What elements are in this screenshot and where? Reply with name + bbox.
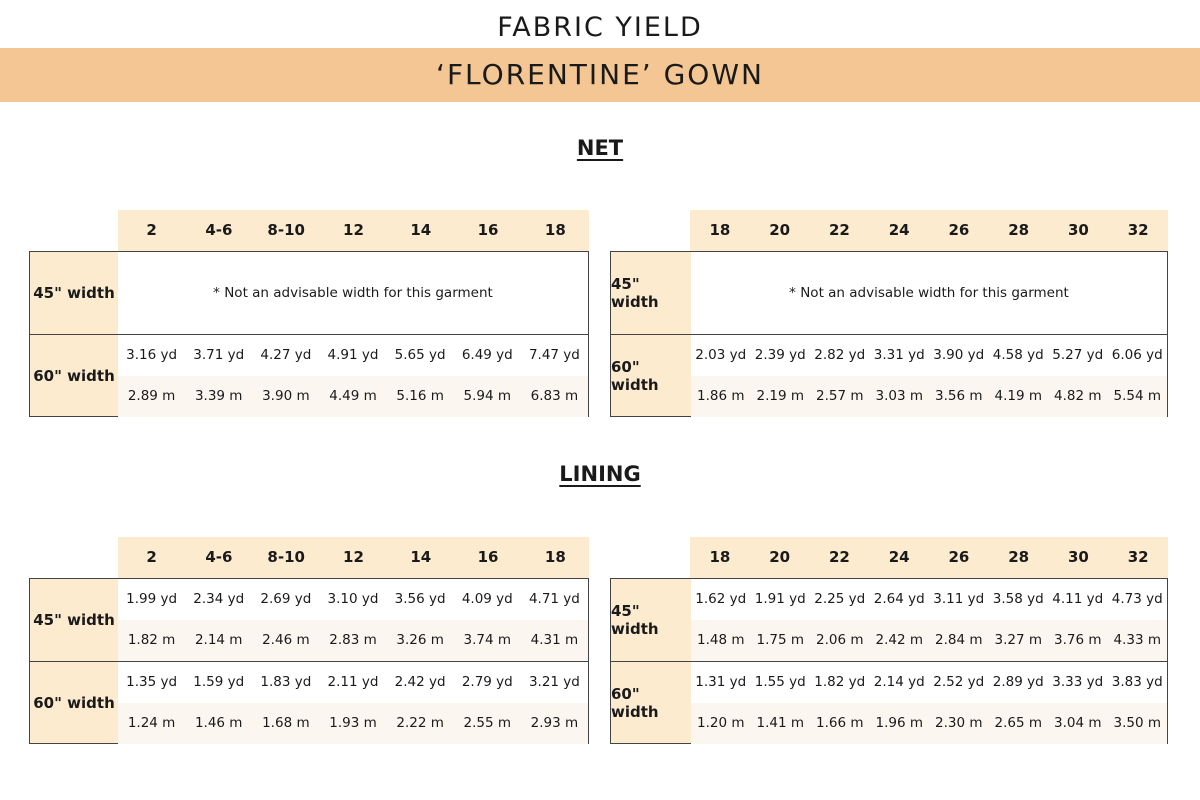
metre-cell: 2.14 m xyxy=(194,632,243,648)
metre-cell: 2.57 m xyxy=(815,388,864,404)
row-60-width xyxy=(30,661,588,743)
row-label: 45" width xyxy=(611,579,691,661)
size-header-cell: 16 xyxy=(477,548,499,566)
metre-cell: 4.82 m xyxy=(1053,388,1102,404)
size-header-cell: 22 xyxy=(828,548,850,566)
size-header-cell: 20 xyxy=(769,221,791,239)
size-header-row xyxy=(690,537,1168,578)
metre-cell: 1.96 m xyxy=(875,715,923,731)
row-label: 60" width xyxy=(611,662,691,743)
yardage-cell: 2.39 yd xyxy=(754,347,806,363)
metre-cell: 3.50 m xyxy=(1113,715,1161,731)
net-table-left xyxy=(29,210,589,417)
size-header-cell: 18 xyxy=(709,548,731,566)
metre-cell: 5.94 m xyxy=(463,388,512,404)
size-header-cell: 28 xyxy=(1008,548,1030,566)
yards-row xyxy=(118,335,588,376)
size-header-cell: 18 xyxy=(544,221,566,239)
yardage-cell: 1.91 yd xyxy=(754,591,806,607)
metre-cell: 2.22 m xyxy=(396,715,444,731)
metre-cell: 2.55 m xyxy=(463,715,512,731)
metre-cell: 3.76 m xyxy=(1053,632,1102,648)
row-60-width xyxy=(611,334,1167,416)
metre-cell: 3.56 m xyxy=(934,388,983,404)
row-45-width xyxy=(611,252,1167,334)
metre-cell: 5.16 m xyxy=(396,388,444,404)
size-header-cell: 32 xyxy=(1127,221,1149,239)
metre-cell: 1.41 m xyxy=(756,715,804,731)
row-45-width xyxy=(611,579,1167,661)
meters-row xyxy=(691,620,1167,661)
yardage-cell: 2.11 yd xyxy=(327,674,379,690)
size-header-cell: 8-10 xyxy=(267,548,305,566)
metre-cell: 1.93 m xyxy=(329,715,377,731)
size-header-cell: 26 xyxy=(948,221,970,239)
yardage-cell: 4.27 yd xyxy=(260,347,312,363)
metre-cell: 2.83 m xyxy=(329,632,377,648)
metre-cell: 1.20 m xyxy=(696,715,745,731)
yards-row xyxy=(691,335,1167,376)
metre-cell: 3.03 m xyxy=(875,388,923,404)
row-45-width xyxy=(30,579,588,661)
metre-cell: 2.30 m xyxy=(934,715,983,731)
yardage-cell: 3.56 yd xyxy=(394,591,446,607)
yardage-cell: 2.14 yd xyxy=(873,674,925,690)
row-60-width xyxy=(30,334,588,416)
metre-cell: 1.86 m xyxy=(696,388,745,404)
row-60-width xyxy=(611,661,1167,743)
yardage-cell: 3.10 yd xyxy=(327,591,379,607)
size-header-cell: 26 xyxy=(948,548,970,566)
size-header-row xyxy=(690,210,1168,251)
metre-cell: 2.42 m xyxy=(875,632,923,648)
size-header-cell: 20 xyxy=(769,548,791,566)
row-label: 60" width xyxy=(611,335,691,416)
metre-cell: 2.84 m xyxy=(934,632,983,648)
metre-cell: 2.19 m xyxy=(756,388,804,404)
yardage-cell: 2.69 yd xyxy=(260,591,312,607)
size-header-cell: 30 xyxy=(1067,548,1089,566)
yardage-cell: 1.82 yd xyxy=(814,674,866,690)
yardage-cell: 3.71 yd xyxy=(193,347,245,363)
size-header-cell: 16 xyxy=(477,221,499,239)
meters-row xyxy=(118,620,588,661)
metre-cell: 3.74 m xyxy=(463,632,512,648)
yardage-cell: 2.42 yd xyxy=(394,674,446,690)
metre-cell: 4.49 m xyxy=(329,388,377,404)
yardage-cell: 3.21 yd xyxy=(528,674,580,690)
size-header-cell: 32 xyxy=(1127,548,1149,566)
table-body xyxy=(29,578,589,744)
metre-cell: 1.48 m xyxy=(696,632,745,648)
yardage-cell: 3.31 yd xyxy=(873,347,925,363)
yardage-cell: 3.83 yd xyxy=(1111,674,1163,690)
metre-cell: 1.75 m xyxy=(756,632,804,648)
metre-cell: 3.90 m xyxy=(262,388,310,404)
yardage-cell: 6.49 yd xyxy=(461,347,513,363)
metre-cell: 4.31 m xyxy=(530,632,579,648)
yardage-cell: 2.89 yd xyxy=(992,674,1044,690)
net-heading: NET xyxy=(576,136,624,160)
yardage-cell: 3.33 yd xyxy=(1052,674,1104,690)
yardage-cell: 4.11 yd xyxy=(1052,591,1104,607)
metre-cell: 2.06 m xyxy=(815,632,864,648)
yardage-cell: 4.91 yd xyxy=(327,347,379,363)
yardage-cell: 7.47 yd xyxy=(528,347,580,363)
metre-cell: 3.27 m xyxy=(994,632,1042,648)
net-table-right xyxy=(610,210,1168,417)
yardage-cell: 2.52 yd xyxy=(933,674,985,690)
yardage-cell: 6.06 yd xyxy=(1111,347,1163,363)
yards-row xyxy=(118,662,588,703)
yardage-cell: 3.90 yd xyxy=(933,347,985,363)
lining-table-right xyxy=(610,537,1168,744)
lining-heading: LINING xyxy=(559,462,641,486)
size-header-cell: 8-10 xyxy=(267,221,305,239)
size-header-cell: 28 xyxy=(1008,221,1030,239)
row-45-width xyxy=(30,252,588,334)
metre-cell: 1.66 m xyxy=(815,715,864,731)
metre-cell: 3.26 m xyxy=(396,632,444,648)
yardage-cell: 4.73 yd xyxy=(1111,591,1163,607)
yardage-cell: 3.16 yd xyxy=(126,347,178,363)
yardage-cell: 4.58 yd xyxy=(992,347,1044,363)
metre-cell: 1.46 m xyxy=(194,715,243,731)
yardage-cell: 1.99 yd xyxy=(126,591,178,607)
metre-cell: 4.19 m xyxy=(994,388,1042,404)
row-label: 45" width xyxy=(30,579,118,661)
yards-row xyxy=(691,579,1167,620)
metre-cell: 1.24 m xyxy=(127,715,176,731)
table-body xyxy=(610,251,1168,417)
lining-table-left xyxy=(29,537,589,744)
page-title: FABRIC YIELD xyxy=(497,12,703,43)
meters-row xyxy=(118,703,588,744)
size-header-row xyxy=(118,537,589,578)
yardage-cell: 1.31 yd xyxy=(695,674,747,690)
metre-cell: 1.82 m xyxy=(127,632,176,648)
yardage-cell: 2.64 yd xyxy=(873,591,925,607)
yardage-cell: 3.58 yd xyxy=(992,591,1044,607)
size-header-cell: 2 xyxy=(146,221,157,239)
row-label: 45" width xyxy=(30,252,118,334)
yards-row xyxy=(118,579,588,620)
metre-cell: 5.54 m xyxy=(1113,388,1161,404)
table-body xyxy=(610,578,1168,744)
size-header-cell: 12 xyxy=(343,548,364,566)
size-header-cell: 2 xyxy=(146,548,157,566)
metre-cell: 1.68 m xyxy=(262,715,310,731)
row-label: 60" width xyxy=(30,335,118,416)
yardage-cell: 5.65 yd xyxy=(394,347,446,363)
yardage-cell: 2.79 yd xyxy=(461,674,513,690)
size-header-cell: 4-6 xyxy=(205,221,233,239)
not-advisable-note: * Not an advisable width for this garment xyxy=(789,285,1069,301)
yardage-cell: 1.59 yd xyxy=(193,674,245,690)
yardage-cell: 2.34 yd xyxy=(193,591,245,607)
metre-cell: 4.33 m xyxy=(1113,632,1161,648)
yards-row xyxy=(691,662,1167,703)
size-header-cell: 18 xyxy=(709,221,731,239)
size-header-row xyxy=(118,210,589,251)
yardage-cell: 2.25 yd xyxy=(814,591,866,607)
metre-cell: 3.39 m xyxy=(194,388,243,404)
yardage-cell: 1.83 yd xyxy=(260,674,312,690)
not-advisable-note: * Not an advisable width for this garment xyxy=(213,285,493,301)
yardage-cell: 1.55 yd xyxy=(754,674,806,690)
yardage-cell: 2.82 yd xyxy=(814,347,866,363)
yardage-cell: 1.62 yd xyxy=(695,591,747,607)
garment-banner: ‘FLORENTINE’ GOWN xyxy=(0,48,1200,102)
size-header-cell: 14 xyxy=(410,221,432,239)
metre-cell: 2.46 m xyxy=(262,632,310,648)
table-body xyxy=(29,251,589,417)
size-header-cell: 14 xyxy=(410,548,432,566)
yardage-cell: 1.35 yd xyxy=(126,674,178,690)
size-header-cell: 12 xyxy=(343,221,364,239)
metre-cell: 2.65 m xyxy=(994,715,1042,731)
yardage-cell: 4.09 yd xyxy=(461,591,513,607)
size-header-cell: 4-6 xyxy=(205,548,233,566)
meters-row xyxy=(691,703,1167,744)
metre-cell: 6.83 m xyxy=(530,388,579,404)
size-header-cell: 22 xyxy=(828,221,850,239)
metre-cell: 2.93 m xyxy=(530,715,579,731)
metre-cell: 3.04 m xyxy=(1053,715,1102,731)
yardage-cell: 5.27 yd xyxy=(1052,347,1104,363)
yardage-cell: 4.71 yd xyxy=(528,591,580,607)
row-label: 60" width xyxy=(30,662,118,743)
meters-row xyxy=(118,376,588,417)
yardage-cell: 2.03 yd xyxy=(695,347,747,363)
size-header-cell: 18 xyxy=(544,548,566,566)
size-header-cell: 24 xyxy=(888,221,910,239)
size-header-cell: 30 xyxy=(1067,221,1089,239)
size-header-cell: 24 xyxy=(888,548,910,566)
yardage-cell: 3.11 yd xyxy=(933,591,985,607)
metre-cell: 2.89 m xyxy=(127,388,176,404)
meters-row xyxy=(691,376,1167,417)
row-label: 45" width xyxy=(611,252,691,334)
